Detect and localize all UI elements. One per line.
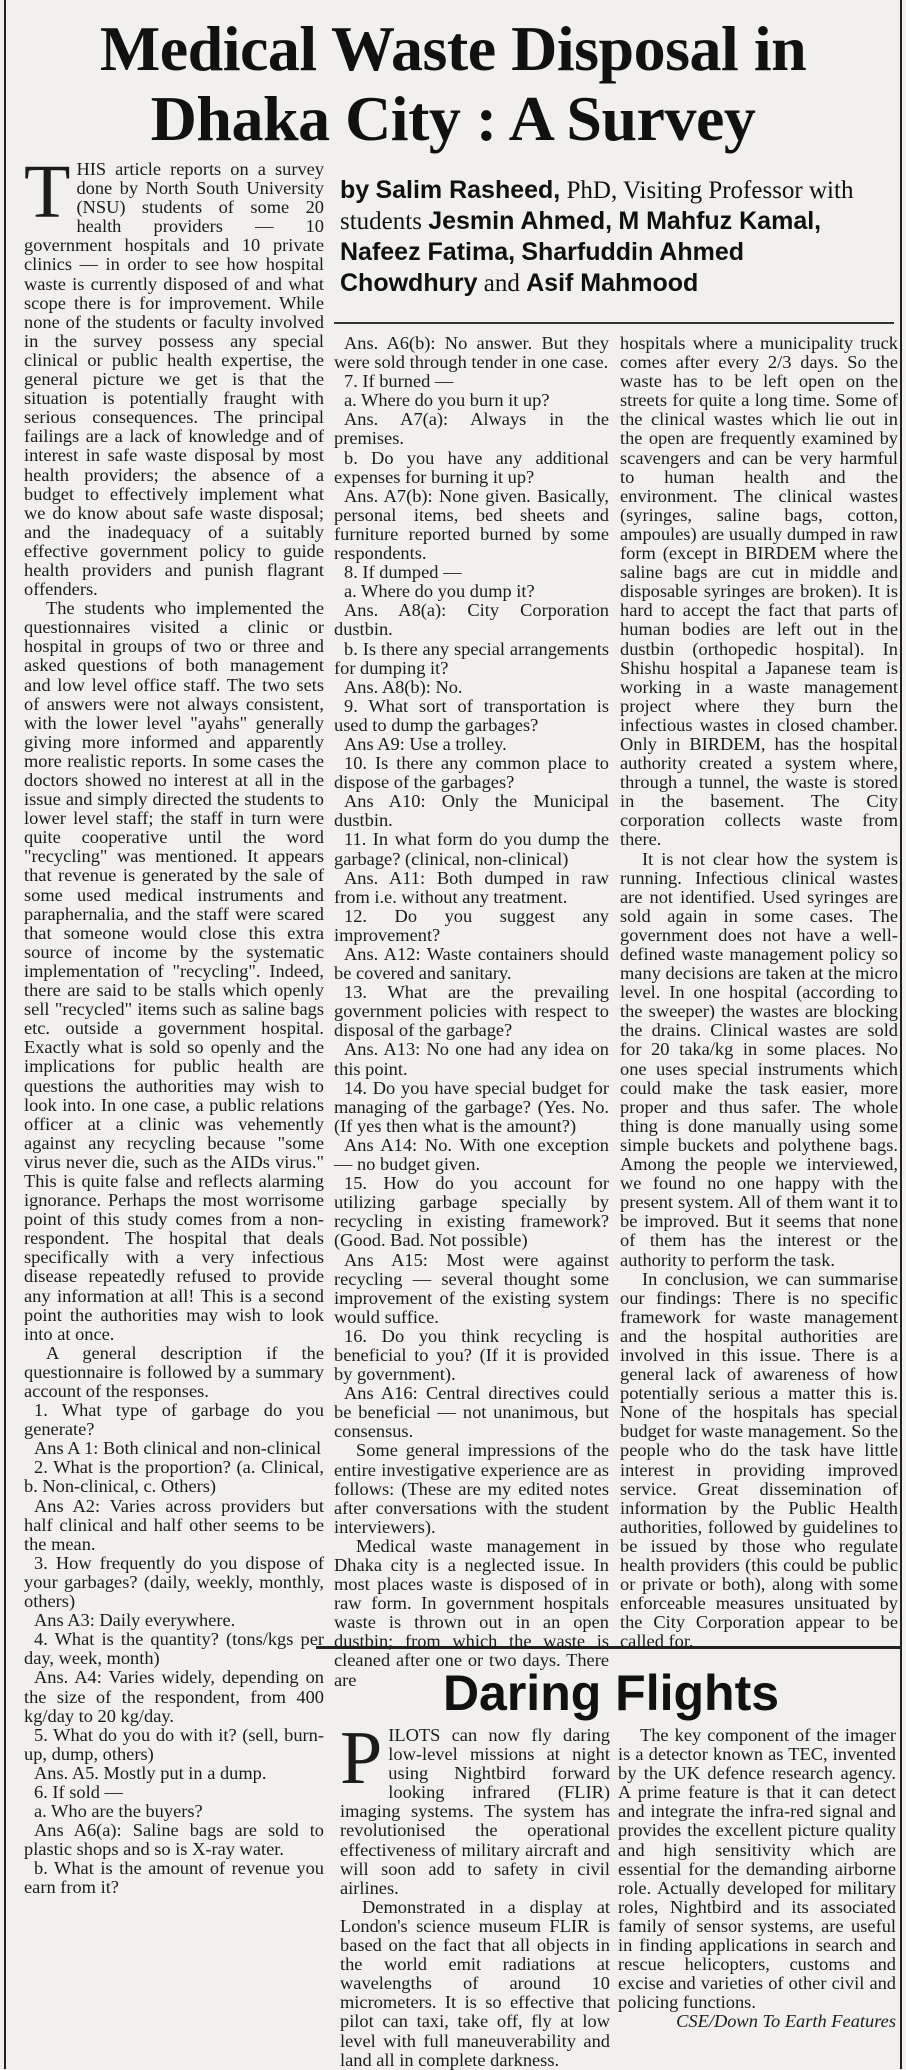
qa-line: Ans. A7(a): Always in the premises.: [334, 409, 609, 449]
qa-line: 16. Do you think recycling is beneficial to you? (If it is provided by government).: [334, 1325, 609, 1385]
article-paragraph: Medical waste management in Dhaka city is a neglected issue. In most places waste is disposed of in raw form. In government hospitals waste is thrown out in an open dustbin; from which the waste is cleaned after one or two days. There are: [334, 1535, 609, 1690]
qa-line: a. Where do you dump it?: [344, 581, 535, 602]
right-border-rule: [900, 0, 902, 2069]
sidebar-paragraph: Demonstrated in a display at London's science museum FLIR is based on the fact that all objects in the world emit radiations at wavelengths of around 10 micrometers. It is so effective that pilot can taxi, take off, fly at low level with full maneuverability and land all in complete darkness.: [340, 1896, 610, 2070]
byline-student-2: M Mahfuz Kamal,: [618, 207, 822, 235]
qa-line: 8. If dumped —: [344, 562, 462, 583]
qa-line: Ans. A5. Mostly put in a dump.: [34, 1762, 267, 1783]
qa-line: Ans. A8(a): City Corporation dustbin.: [334, 600, 609, 640]
qa-line: Ans A 1: Both clinical and non-clinical: [34, 1438, 322, 1459]
qa-line: 10. Is there any common place to dispose of the garbages?: [334, 753, 609, 793]
article-paragraph: In conclusion, we can summarise our findings: There is no specific framework for waste management and the hospital authorities are involved in this issue. There is a general lack of awareness of how potentially serious a matter this is. None of the hospitals has special budget for waste management. So the people who do the task have little interest in providing improved service. Great dissemination of information by the Public Health authorities, followed by guidelines to be issued by those who regulate health providers (this could be public or private or both), along with some enforceable measures unsituated by the City Corporation appear to be called for.: [620, 1268, 898, 1652]
qa-line: Ans A3: Daily everywhere.: [34, 1610, 236, 1631]
sidebar-title: Daring Flights: [442, 1665, 780, 1721]
qa-line: Ans. A13: No one had any idea on this point.: [334, 1039, 609, 1079]
byline-student-5: Asif Mahmood: [526, 269, 699, 297]
sidebar-paragraph: The key component of the imager is a detector known as TEC, invented by the UK defence research agency. A prime feature is that it can detect and integrate the infra-red signal and provides the excellent picture quality and high sensitivity which are essential for the demanding airborne role. Actually developed for military roles, Nightbird and its associated family of sensor systems, are useful in finding applications in search and rescue helicopters, customs and excise and varieties of other civil and policing functions.: [618, 1725, 896, 2013]
qa-line: b. What is the amount of revenue you earn from it?: [24, 1858, 324, 1898]
article-paragraph: The students who implemented the questionnaires visited a clinic or hospital in groups of two or three and asked questions of both management and low level office staff. The two sets of answers were not always consistent, with the lower level "ayahs" generally giving more informed and apparently more realistic reports. In some cases the doctors showed no interest at all in the issue and simply directed the students to lower level staff; the staff in turn were quite cooperative until the word "recycling" was mentioned. It appears that revenue is generated by the sale of some used medical instruments and paraphernalia, and the staff were scared that someone would close this extra source of income by the systematic implementation of "recycling". Indeed, there are said to be stalls which openly sell "recycled" items such as saline bags etc. outside a government hospital. Exactly what is sold so openly and the implications for public health are questions the authorities may wish to look into. In one case, a public relations officer at a clinic was vehemently against any recycling because "some virus never die, such as the AIDs virus." This is quite false and reflects alarming ignorance. Perhaps the most worrisome point of this study comes from a non-respondent. The hospital that deals specifically with a very infectious disease repeatedly refused to provide any information at all! This is a second point the authorities may wish to look into at once.: [24, 598, 324, 1344]
headline-line-2: Dhaka City : A Survey: [150, 83, 756, 154]
qa-line: 13. What are the prevailing government policies with respect to disposal of the garbage?: [334, 982, 609, 1041]
qa-line: 12. Do you suggest any improvement?: [334, 905, 609, 945]
qa-line: b. Is there any special arrangements for dumping it?: [334, 638, 609, 678]
byline-student-4: Sharfuddin Ahmed Chowdhury: [340, 238, 744, 297]
article-paragraph: It is not clear how the system is running. Infectious clinical wastes are not identified. Used syringes are sold again in some cases. The government does not have a well-defined waste management policy so many decisions are taken at the micro level. In one hospital (according to the sweeper) the wastes are blocking the drains. Clinical wastes are sold for 20 taka/kg in some places. No one uses special instruments which could make the task easier, more proper and thus safer. The whole thing is done manually using some simple buckets and polythene bags. Among the people we interviewed, we found no one happy with the present system. All of them want it to be improved. But it seems that none of them has the interest or the authority to perform the task.: [620, 848, 898, 1270]
sidebar-drop-cap: P: [340, 1716, 383, 1800]
qa-line: Ans A6(a): Saline bags are sold to plastic shops and so is X-ray water.: [24, 1820, 324, 1860]
qa-line: 3. How frequently do you dispose of your garbages? (daily, weekly, monthly, others): [24, 1552, 324, 1612]
byline-author: Salim Rasheed,: [375, 176, 561, 204]
headline-line-1: Medical Waste Disposal in: [99, 13, 807, 84]
byline-author-title: PhD, Visiting Professor with students: [340, 177, 854, 235]
article-paragraph: hospitals where a municipality truck comes after every 2/3 days. So the waste has to be left open on the streets for quite a long time. Some of the clinical wastes which lie out in the open are frequently examined by scavengers and can be very harmful to human health and the environment. The clinical wastes (syringes, saline bags, cotton, ampoules) are usually dumped in raw form (except in BIRDEM where the saline bags are cut in middle and disposable syringes are broken). It is hard to accept the fact that parts of human bodies are left out in the dustbin (orthopedic hospital). In Shishu hospital a Japanese team is working in a waste management project where they burn the infectious wastes in closed chamber. Only in BIRDEM, has the hospital authority created a system where, through a tunnel, the waste is stored in the basement. The City corporation collects waste from there.: [620, 333, 898, 850]
article-column-2: [334, 333, 609, 1690]
sidebar-column-2: [618, 1726, 896, 2056]
qa-line: Ans. A7(b): None given. Basically, personal items, bed sheets and furniture reported burned by some respondents.: [334, 485, 609, 564]
qa-line: 1. What type of garbage do you generate?: [24, 1400, 324, 1440]
qa-line: 14. Do you have special budget for managing of the garbage? (Yes. No. (If yes then what is the amount?): [334, 1077, 609, 1136]
qa-line: b. Do you have any additional expenses for burning it up?: [334, 447, 609, 487]
article-column-1: [24, 150, 324, 2060]
qa-line: 5. What do you do with it? (sell, burn-up, dump, others): [24, 1724, 324, 1764]
qa-line: Ans A16: Central directives could be beneficial — not unanimous, but consensus.: [334, 1383, 609, 1442]
byline-and: and: [483, 270, 520, 297]
qa-line: Ans. A8(b): No.: [344, 676, 463, 697]
qa-line: a. Where do you burn it up?: [344, 390, 550, 411]
byline-student-1: Jesmin Ahmed,: [428, 207, 613, 235]
qa-line: 11. In what form do you dump the garbage? (clinical, non-clinical): [334, 829, 609, 869]
drop-cap: T: [24, 150, 71, 234]
article-headline: [40, 14, 866, 154]
qa-line: Ans. A11: Both dumped in raw from i.e. without any treatment.: [334, 867, 609, 907]
qa-line: Ans A15: Most were against recycling — several thought some improvement of the existing system would suffice.: [334, 1249, 609, 1327]
article-column-3: [620, 333, 898, 1652]
qa-line: 2. What is the proportion? (a. Clinical, b. Non-clinical, c. Others): [24, 1457, 324, 1497]
byline-rule: [334, 322, 894, 324]
qa-line: 15. How do you account for utilizing garbage specially by recycling in existing framework? (Good. Bad. Not possible): [334, 1173, 609, 1251]
qa-line: Ans A14: No. With one exception — no budget given.: [334, 1134, 609, 1175]
qa-line: 6. If sold —: [34, 1781, 123, 1802]
sidebar-paragraph: ILOTS can now fly daring low-level missions at night using Nightbird forward looking infrared (FLIR) imaging systems. The system has revolutionised the operational effectiveness of military aircraft and will soon add to safety in civil airlines.: [340, 1725, 610, 1898]
left-border-rule: [4, 0, 6, 2069]
article-paragraph: A general description if the questionnaire is followed by a summary account of the responses.: [24, 1342, 324, 1401]
qa-line: Ans. A6(b): No answer. But they were sold through tender in one case.: [334, 333, 609, 373]
qa-line: 7. If burned —: [344, 371, 454, 392]
sidebar-credit: CSE/Down To Earth Features: [676, 2011, 896, 2032]
qa-line: Ans A2: Varies across providers but half clinical and half other seems to be the mean.: [24, 1495, 324, 1554]
qa-line: Ans A9: Use a trolley.: [344, 733, 507, 754]
byline-by: by: [340, 176, 370, 204]
article-paragraph: Some general impressions of the entire investigative experience are as follows: (These are my edited notes after conversations with the student interviewers).: [334, 1440, 609, 1537]
byline-student-3: Nafeez Fatima,: [340, 238, 516, 266]
sidebar-column-1: [340, 1716, 610, 2070]
qa-line: a. Who are the buyers?: [34, 1801, 203, 1822]
qa-line: 4. What is the quantity? (tons/kgs per day, week, month): [24, 1629, 324, 1669]
qa-line: 9. What sort of transportation is used to dump the garbages?: [334, 695, 609, 735]
qa-line: Ans. A12: Waste containers should be covered and sanitary.: [334, 944, 609, 984]
article-paragraph: HIS article reports on a survey done by North South University (NSU) students of some 20 health providers — 10 government hospitals and 10 private clinics — in order to see how hospital waste is currently disposed of and what scope there is for improvement. While none of the students or faculty involved in the survey possess any special clinical or public health expertise, the general picture we get is that the situation is potentially fraught with serious consequences. The principal failings are a lack of knowledge and of interest in safe waste disposal by most health providers; the absence of a budget to effectively implement what we do know about safe waste disposal; and the inadequacy of a suitably effective government policy to guide health providers and punish flagrant offenders.: [24, 159, 324, 600]
qa-line: Ans. A4: Varies widely, depending on the size of the respondent, from 400 kg/day to 20 kg/day.: [24, 1667, 324, 1726]
qa-line: Ans A10: Only the Municipal dustbin.: [334, 791, 609, 831]
byline: [340, 175, 885, 299]
